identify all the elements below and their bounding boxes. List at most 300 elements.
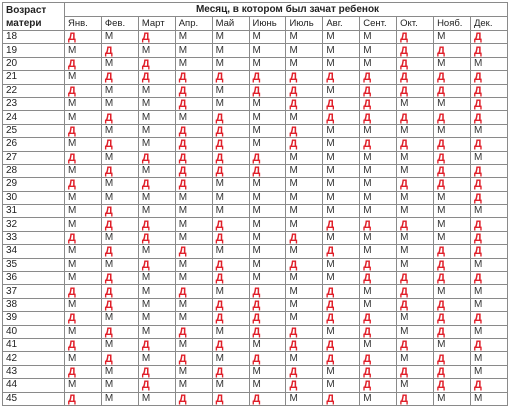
month-header: Дек. — [470, 17, 507, 31]
mother-age-cell: 36 — [3, 272, 65, 285]
boy-cell: М — [175, 338, 212, 351]
boy-cell: М — [101, 379, 138, 392]
boy-cell: М — [286, 312, 323, 325]
boy-cell: М — [65, 379, 102, 392]
girl-cell: Д — [286, 365, 323, 378]
girl-cell: Д — [397, 338, 434, 351]
table-row — [3, 138, 508, 151]
boy-cell: М — [360, 245, 397, 258]
month-header: Нояб. — [434, 17, 471, 31]
boy-cell: М — [323, 57, 360, 70]
boy-cell: М — [470, 285, 507, 298]
mother-age-cell: 29 — [3, 178, 65, 191]
corner-header — [3, 3, 65, 31]
boy-cell: М — [65, 164, 102, 177]
boy-cell: М — [101, 231, 138, 244]
girl-cell: Д — [175, 164, 212, 177]
boy-cell: М — [397, 379, 434, 392]
table-row — [3, 97, 508, 110]
table-body — [3, 31, 508, 406]
table-row — [3, 124, 508, 137]
girl-cell: Д — [249, 71, 286, 84]
girl-cell: Д — [138, 178, 175, 191]
table-row — [3, 191, 508, 204]
girl-cell: Д — [434, 71, 471, 84]
mother-age-cell: 30 — [3, 191, 65, 204]
girl-cell: Д — [212, 218, 249, 231]
girl-cell: Д — [470, 218, 507, 231]
girl-cell: Д — [65, 124, 102, 137]
mother-age-cell: 34 — [3, 245, 65, 258]
girl-cell: Д — [138, 71, 175, 84]
girl-cell: Д — [65, 31, 102, 44]
boy-cell: М — [138, 325, 175, 338]
month-header: Май — [212, 17, 249, 31]
girl-cell: Д — [175, 285, 212, 298]
boy-cell: М — [138, 84, 175, 97]
mother-age-cell: 41 — [3, 338, 65, 351]
girl-cell: Д — [286, 325, 323, 338]
girl-cell: Д — [212, 164, 249, 177]
month-header-row — [3, 17, 508, 31]
boy-cell: М — [397, 312, 434, 325]
girl-cell: Д — [101, 325, 138, 338]
table-row — [3, 312, 508, 325]
boy-cell: М — [138, 97, 175, 110]
table-title: Месяц, в котором был зачат ребенок — [65, 3, 508, 17]
boy-cell: М — [434, 31, 471, 44]
boy-cell: М — [212, 245, 249, 258]
boy-cell: М — [101, 191, 138, 204]
table-row — [3, 57, 508, 70]
boy-cell: М — [360, 205, 397, 218]
girl-cell: Д — [175, 352, 212, 365]
girl-cell: Д — [175, 97, 212, 110]
girl-cell: Д — [434, 272, 471, 285]
boy-cell: М — [360, 124, 397, 137]
girl-cell: Д — [397, 298, 434, 311]
table-row — [3, 325, 508, 338]
boy-cell: М — [360, 298, 397, 311]
mother-age-cell: 28 — [3, 164, 65, 177]
boy-cell: М — [360, 285, 397, 298]
boy-cell: М — [175, 272, 212, 285]
boy-cell: М — [397, 205, 434, 218]
boy-cell: М — [360, 31, 397, 44]
boy-cell: М — [286, 272, 323, 285]
boy-cell: М — [323, 31, 360, 44]
boy-cell: М — [249, 97, 286, 110]
girl-cell: Д — [323, 245, 360, 258]
boy-cell: М — [286, 218, 323, 231]
boy-cell: М — [360, 392, 397, 405]
boy-cell: М — [101, 57, 138, 70]
boy-cell: М — [101, 338, 138, 351]
table-row — [3, 365, 508, 378]
boy-cell: М — [323, 138, 360, 151]
girl-cell: Д — [360, 379, 397, 392]
boy-cell: М — [138, 191, 175, 204]
girl-cell: Д — [360, 258, 397, 271]
girl-cell: Д — [470, 245, 507, 258]
girl-cell: Д — [212, 298, 249, 311]
boy-cell: М — [65, 325, 102, 338]
girl-cell: Д — [175, 124, 212, 137]
boy-cell: М — [397, 352, 434, 365]
boy-cell: М — [360, 338, 397, 351]
girl-cell: Д — [212, 111, 249, 124]
table-row — [3, 151, 508, 164]
girl-cell: Д — [397, 31, 434, 44]
month-header: Сент. — [360, 17, 397, 31]
boy-cell: М — [249, 231, 286, 244]
boy-cell: М — [434, 285, 471, 298]
boy-cell: М — [138, 285, 175, 298]
girl-cell: Д — [434, 312, 471, 325]
girl-cell: Д — [360, 352, 397, 365]
boy-cell: М — [249, 218, 286, 231]
girl-cell: Д — [249, 285, 286, 298]
boy-cell: М — [323, 191, 360, 204]
girl-cell: Д — [397, 71, 434, 84]
girl-cell: Д — [470, 312, 507, 325]
boy-cell: М — [65, 298, 102, 311]
girl-cell: Д — [101, 71, 138, 84]
mother-age-cell: 27 — [3, 151, 65, 164]
girl-cell: Д — [434, 365, 471, 378]
girl-cell: Д — [212, 138, 249, 151]
girl-cell: Д — [101, 245, 138, 258]
girl-cell: Д — [434, 245, 471, 258]
girl-cell: Д — [360, 84, 397, 97]
boy-cell: М — [286, 285, 323, 298]
boy-cell: М — [360, 151, 397, 164]
boy-cell: М — [65, 352, 102, 365]
boy-cell: М — [138, 111, 175, 124]
corner-label-line2: матери — [6, 18, 42, 29]
mother-age-cell: 45 — [3, 392, 65, 405]
boy-cell: М — [397, 164, 434, 177]
boy-cell: М — [286, 164, 323, 177]
boy-cell: М — [212, 178, 249, 191]
boy-cell: М — [323, 272, 360, 285]
girl-cell: Д — [434, 111, 471, 124]
boy-cell: М — [286, 245, 323, 258]
girl-cell: Д — [470, 164, 507, 177]
mother-age-cell: 43 — [3, 365, 65, 378]
girl-cell: Д — [138, 57, 175, 70]
boy-cell: М — [360, 44, 397, 57]
mother-age-cell: 31 — [3, 205, 65, 218]
boy-cell: М — [323, 205, 360, 218]
girl-cell: Д — [434, 178, 471, 191]
girl-cell: Д — [101, 164, 138, 177]
girl-cell: Д — [323, 352, 360, 365]
table-row — [3, 392, 508, 405]
girl-cell: Д — [138, 365, 175, 378]
boy-cell: М — [212, 44, 249, 57]
boy-cell: М — [434, 231, 471, 244]
month-header: Авг. — [323, 17, 360, 31]
girl-cell: Д — [249, 352, 286, 365]
boy-cell: М — [470, 151, 507, 164]
boy-cell: М — [138, 312, 175, 325]
gender-prediction-table — [2, 2, 508, 406]
girl-cell: Д — [470, 31, 507, 44]
boy-cell: М — [470, 392, 507, 405]
girl-cell: Д — [138, 151, 175, 164]
girl-cell: Д — [397, 218, 434, 231]
boy-cell: М — [65, 111, 102, 124]
girl-cell: Д — [397, 272, 434, 285]
boy-cell: М — [138, 298, 175, 311]
boy-cell: М — [212, 57, 249, 70]
boy-cell: М — [249, 124, 286, 137]
mother-age-cell: 39 — [3, 312, 65, 325]
boy-cell: М — [138, 245, 175, 258]
boy-cell: М — [286, 31, 323, 44]
girl-cell: Д — [175, 392, 212, 405]
girl-cell: Д — [360, 111, 397, 124]
girl-cell: Д — [175, 325, 212, 338]
boy-cell: М — [286, 191, 323, 204]
girl-cell: Д — [65, 338, 102, 351]
girl-cell: Д — [434, 138, 471, 151]
girl-cell: Д — [175, 138, 212, 151]
girl-cell: Д — [249, 298, 286, 311]
girl-cell: Д — [101, 352, 138, 365]
girl-cell: Д — [323, 218, 360, 231]
mother-age-cell: 20 — [3, 57, 65, 70]
girl-cell: Д — [360, 71, 397, 84]
girl-cell: Д — [286, 231, 323, 244]
girl-cell: Д — [212, 151, 249, 164]
girl-cell: Д — [101, 205, 138, 218]
boy-cell: М — [434, 205, 471, 218]
corner-label-line1: Возраст — [6, 5, 47, 16]
boy-cell: М — [286, 178, 323, 191]
girl-cell: Д — [323, 312, 360, 325]
boy-cell: М — [138, 164, 175, 177]
girl-cell: Д — [397, 84, 434, 97]
boy-cell: М — [323, 325, 360, 338]
mother-age-cell: 33 — [3, 231, 65, 244]
girl-cell: Д — [138, 218, 175, 231]
boy-cell: М — [323, 258, 360, 271]
boy-cell: М — [323, 124, 360, 137]
girl-cell: Д — [360, 312, 397, 325]
boy-cell: М — [138, 272, 175, 285]
boy-cell: М — [65, 97, 102, 110]
mother-age-cell: 23 — [3, 97, 65, 110]
boy-cell: М — [101, 178, 138, 191]
boy-cell: М — [397, 231, 434, 244]
girl-cell: Д — [434, 258, 471, 271]
boy-cell: М — [175, 365, 212, 378]
boy-cell: М — [397, 191, 434, 204]
boy-cell: М — [434, 97, 471, 110]
boy-cell: М — [101, 365, 138, 378]
girl-cell: Д — [360, 138, 397, 151]
boy-cell: М — [286, 298, 323, 311]
boy-cell: М — [434, 218, 471, 231]
boy-cell: М — [101, 97, 138, 110]
boy-cell: М — [286, 151, 323, 164]
table-row — [3, 298, 508, 311]
boy-cell: М — [138, 124, 175, 137]
boy-cell: М — [286, 44, 323, 57]
month-header: Март — [138, 17, 175, 31]
girl-cell: Д — [470, 272, 507, 285]
girl-cell: Д — [101, 44, 138, 57]
boy-cell: М — [397, 245, 434, 258]
table-row — [3, 178, 508, 191]
girl-cell: Д — [434, 164, 471, 177]
boy-cell: М — [249, 138, 286, 151]
boy-cell: М — [470, 124, 507, 137]
boy-cell: М — [249, 31, 286, 44]
boy-cell: М — [101, 151, 138, 164]
girl-cell: Д — [175, 178, 212, 191]
boy-cell: М — [397, 124, 434, 137]
boy-cell: М — [434, 338, 471, 351]
boy-cell: М — [470, 298, 507, 311]
girl-cell: Д — [249, 151, 286, 164]
girl-cell: Д — [249, 325, 286, 338]
girl-cell: Д — [212, 71, 249, 84]
table-row — [3, 111, 508, 124]
boy-cell: М — [212, 325, 249, 338]
boy-cell: М — [323, 151, 360, 164]
boy-cell: М — [249, 258, 286, 271]
boy-cell: М — [323, 44, 360, 57]
table-row — [3, 71, 508, 84]
table-row — [3, 352, 508, 365]
boy-cell: М — [249, 272, 286, 285]
girl-cell: Д — [360, 218, 397, 231]
boy-cell: М — [286, 392, 323, 405]
boy-cell: М — [397, 151, 434, 164]
boy-cell: М — [286, 205, 323, 218]
month-header: Июнь — [249, 17, 286, 31]
table-row — [3, 258, 508, 271]
table-row — [3, 205, 508, 218]
boy-cell: М — [323, 231, 360, 244]
girl-cell: Д — [212, 258, 249, 271]
boy-cell: М — [138, 205, 175, 218]
girl-cell: Д — [175, 84, 212, 97]
month-header: Фев. — [101, 17, 138, 31]
girl-cell: Д — [397, 57, 434, 70]
boy-cell: М — [138, 44, 175, 57]
girl-cell: Д — [397, 111, 434, 124]
month-header: Янв. — [65, 17, 102, 31]
boy-cell: М — [212, 285, 249, 298]
boy-cell: М — [249, 205, 286, 218]
girl-cell: Д — [470, 111, 507, 124]
girl-cell: Д — [434, 151, 471, 164]
mother-age-cell: 24 — [3, 111, 65, 124]
mother-age-cell: 42 — [3, 352, 65, 365]
girl-cell: Д — [323, 285, 360, 298]
table-row — [3, 84, 508, 97]
boy-cell: М — [175, 205, 212, 218]
boy-cell: М — [175, 111, 212, 124]
mother-age-cell: 19 — [3, 44, 65, 57]
boy-cell: М — [397, 325, 434, 338]
girl-cell: Д — [397, 44, 434, 57]
girl-cell: Д — [286, 124, 323, 137]
table-row — [3, 272, 508, 285]
boy-cell: М — [65, 191, 102, 204]
boy-cell: М — [470, 352, 507, 365]
boy-cell: М — [212, 31, 249, 44]
boy-cell: М — [65, 44, 102, 57]
boy-cell: М — [360, 164, 397, 177]
boy-cell: М — [175, 231, 212, 244]
boy-cell: М — [175, 31, 212, 44]
boy-cell: М — [434, 124, 471, 137]
boy-cell: М — [323, 164, 360, 177]
boy-cell: М — [101, 84, 138, 97]
boy-cell: М — [101, 124, 138, 137]
boy-cell: М — [65, 245, 102, 258]
boy-cell: М — [175, 298, 212, 311]
girl-cell: Д — [249, 164, 286, 177]
girl-cell: Д — [470, 338, 507, 351]
month-header: Апр. — [175, 17, 212, 31]
table-row — [3, 285, 508, 298]
boy-cell: М — [286, 111, 323, 124]
boy-cell: М — [470, 205, 507, 218]
boy-cell: М — [65, 272, 102, 285]
girl-cell: Д — [249, 84, 286, 97]
girl-cell: Д — [101, 218, 138, 231]
girl-cell: Д — [434, 352, 471, 365]
girl-cell: Д — [323, 298, 360, 311]
girl-cell: Д — [323, 338, 360, 351]
month-header: Июль — [286, 17, 323, 31]
girl-cell: Д — [65, 178, 102, 191]
table-row — [3, 31, 508, 44]
boy-cell: М — [397, 258, 434, 271]
girl-cell: Д — [286, 379, 323, 392]
girl-cell: Д — [175, 245, 212, 258]
girl-cell: Д — [397, 392, 434, 405]
boy-cell: М — [212, 97, 249, 110]
boy-cell: М — [138, 138, 175, 151]
girl-cell: Д — [397, 285, 434, 298]
boy-cell: М — [360, 231, 397, 244]
girl-cell: Д — [138, 379, 175, 392]
girl-cell: Д — [470, 84, 507, 97]
boy-cell: М — [434, 392, 471, 405]
girl-cell: Д — [470, 178, 507, 191]
girl-cell: Д — [434, 325, 471, 338]
girl-cell: Д — [249, 392, 286, 405]
mother-age-cell: 37 — [3, 285, 65, 298]
girl-cell: Д — [286, 258, 323, 271]
boy-cell: М — [360, 178, 397, 191]
boy-cell: М — [249, 191, 286, 204]
girl-cell: Д — [212, 272, 249, 285]
boy-cell: М — [397, 97, 434, 110]
boy-cell: М — [101, 392, 138, 405]
girl-cell: Д — [434, 379, 471, 392]
girl-cell: Д — [212, 338, 249, 351]
boy-cell: М — [175, 191, 212, 204]
mother-age-cell: 44 — [3, 379, 65, 392]
